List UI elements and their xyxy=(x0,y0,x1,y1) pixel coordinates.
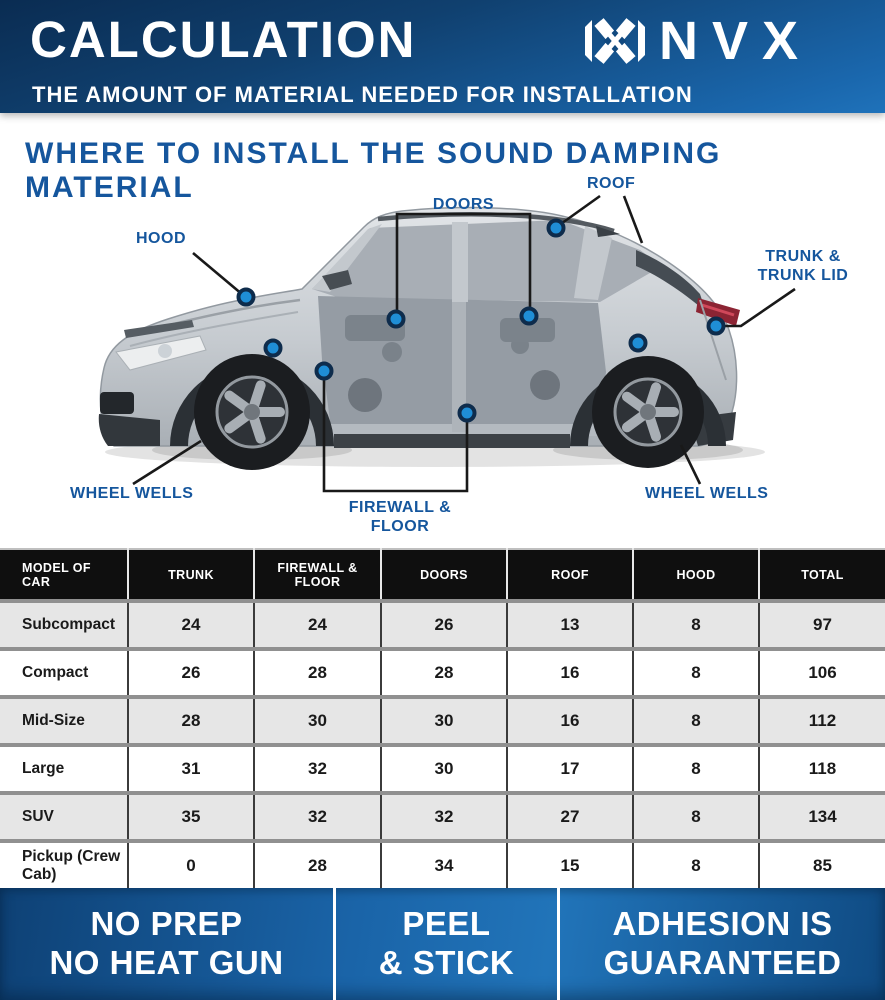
col-model-of-car: MODEL OF CAR xyxy=(0,549,128,601)
col-doors: DOORS xyxy=(381,549,507,601)
nvx-logo-x-icon xyxy=(585,20,645,62)
hood-label: HOOD xyxy=(136,230,186,247)
table-row: Pickup (Crew Cab) 0 28 34 15 8 85 xyxy=(0,841,885,889)
figure-title: WHERE TO INSTALL THE SOUND DAMPING MATERIAL xyxy=(25,137,722,204)
rear-wheel-well-dot xyxy=(631,336,646,351)
front-wheel xyxy=(194,354,310,470)
footer-item-peel-stick: PEEL & STICK xyxy=(333,888,557,1000)
footer-item-no-prep: NO PREP NO HEAT GUN xyxy=(49,905,284,981)
footer-item-adhesion: ADHESION IS GUARANTEED xyxy=(557,888,885,1000)
header-banner xyxy=(0,0,885,113)
table-row: Compact 26 28 28 16 8 106 xyxy=(0,649,885,697)
table-row: Subcompact 24 24 26 13 8 97 xyxy=(0,601,885,649)
col-total: TOTAL xyxy=(759,549,885,601)
trunk-dot xyxy=(709,319,724,334)
wheel-wells-right-label: WHEEL WELLS xyxy=(645,485,769,502)
firewall-floor-label: FIREWALL & FLOOR xyxy=(348,499,452,535)
table-header-row xyxy=(0,549,885,601)
col-roof: ROOF xyxy=(507,549,633,601)
table-row: Mid-Size 28 30 30 16 8 112 xyxy=(0,697,885,745)
rear-wheel xyxy=(592,356,704,468)
footer-banner xyxy=(0,888,885,1000)
hood-dot xyxy=(239,290,254,305)
wheel-wells-left-label: WHEEL WELLS xyxy=(70,485,194,502)
material-amount-table xyxy=(0,548,885,889)
col-trunk: TRUNK xyxy=(128,549,254,601)
table-row: Large 31 32 30 17 8 118 xyxy=(0,745,885,793)
roof-label: ROOF xyxy=(587,175,636,192)
roof-dot xyxy=(549,221,564,236)
header-subtitle: THE AMOUNT OF MATERIAL NEEDED FOR INSTALLATION xyxy=(32,82,693,107)
col-hood: HOOD xyxy=(633,549,759,601)
front-wheel-well-dot xyxy=(266,341,281,356)
table-row: SUV 35 32 32 27 8 134 xyxy=(0,793,885,841)
nvx-brand-logo xyxy=(585,10,863,72)
front-sill-dot xyxy=(317,364,332,379)
page-title: CALCULATION xyxy=(30,11,417,68)
front-door-dot xyxy=(389,312,404,327)
col-firewall-floor: FIREWALL & FLOOR xyxy=(254,549,381,601)
trunk-label: TRUNK & TRUNK LID xyxy=(757,248,849,284)
doors-label: DOORS xyxy=(432,196,495,213)
nvx-logo-text: NVX xyxy=(659,11,813,71)
rear-door-dot xyxy=(522,309,537,324)
car-cutaway-illustration xyxy=(0,113,885,548)
rear-sill-dot xyxy=(460,406,475,421)
